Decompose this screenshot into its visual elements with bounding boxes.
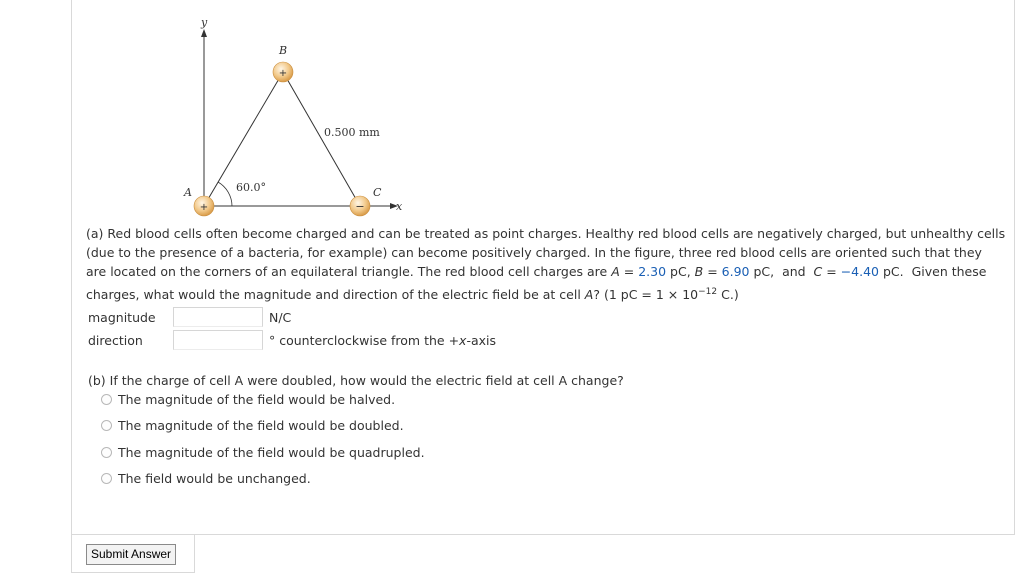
charge-a-value: 2.30: [638, 264, 667, 279]
label-b: B: [279, 44, 288, 57]
question-line-2: (due to the presence of a bacteria, for example) can become positively charged. In the figure, three red blood cells are oriented such that they: [86, 245, 982, 260]
question-line-1: (a) Red blood cells often become charged and can be treated as point charges. Healthy red blood cells are negatively charged, but unhealthy cells: [86, 226, 1006, 241]
part-b-question: (b) If the charge of cell A were doubled, how would the electric field at cell A change?: [88, 373, 624, 388]
radio-button[interactable]: [101, 420, 112, 431]
question-line-3: are located on the corners of an equilateral triangle. The red blood cell charges are A = 2.30 pC, B = 6.90 pC, and C = −4.40 pC. Given these: [86, 264, 987, 279]
radio-button[interactable]: [101, 394, 112, 405]
magnitude-input[interactable]: [173, 307, 263, 327]
submit-answer-button[interactable]: Submit Answer: [86, 544, 176, 565]
side-length-label: 0.500 mm: [324, 126, 380, 139]
charge-b-value: 6.90: [721, 264, 750, 279]
angle-label: 60.0°: [236, 181, 266, 194]
direction-input[interactable]: [173, 330, 263, 350]
y-axis-arrow: [201, 29, 207, 37]
cell-c-sign: −: [355, 200, 365, 213]
magnitude-unit: N/C: [269, 310, 292, 325]
choice-halved[interactable]: The magnitude of the field would be halved.: [101, 392, 395, 407]
label-c: C: [373, 186, 382, 199]
radio-button[interactable]: [101, 447, 112, 458]
side-bc: [283, 72, 360, 206]
choice-unchanged[interactable]: The field would be unchanged.: [101, 471, 311, 486]
cell-b-sign: +: [278, 68, 288, 79]
charge-c-value: −4.40: [840, 264, 880, 279]
radio-button[interactable]: [101, 473, 112, 484]
question-line-4: charges, what would the magnitude and direction of the electric field be at cell A? (1 pC = $1 \times 10^{-12}$ C.): [86, 287, 739, 303]
choice-doubled[interactable]: The magnitude of the field would be doubled.: [101, 418, 404, 433]
direction-unit: ° counterclockwise from the +x-axis: [269, 333, 497, 348]
direction-label: direction: [88, 333, 143, 348]
charge-triangle-figure: [170, 10, 430, 220]
magnitude-label: magnitude: [88, 310, 156, 325]
cell-a-sign: +: [199, 202, 209, 213]
y-axis-label: y: [201, 16, 208, 29]
part-a-question: [86, 224, 1006, 304]
x-axis-label: x: [396, 200, 403, 213]
choice-quadrupled[interactable]: The magnitude of the field would be quadrupled.: [101, 445, 425, 460]
angle-arc: [218, 182, 232, 206]
label-a: A: [184, 186, 192, 199]
